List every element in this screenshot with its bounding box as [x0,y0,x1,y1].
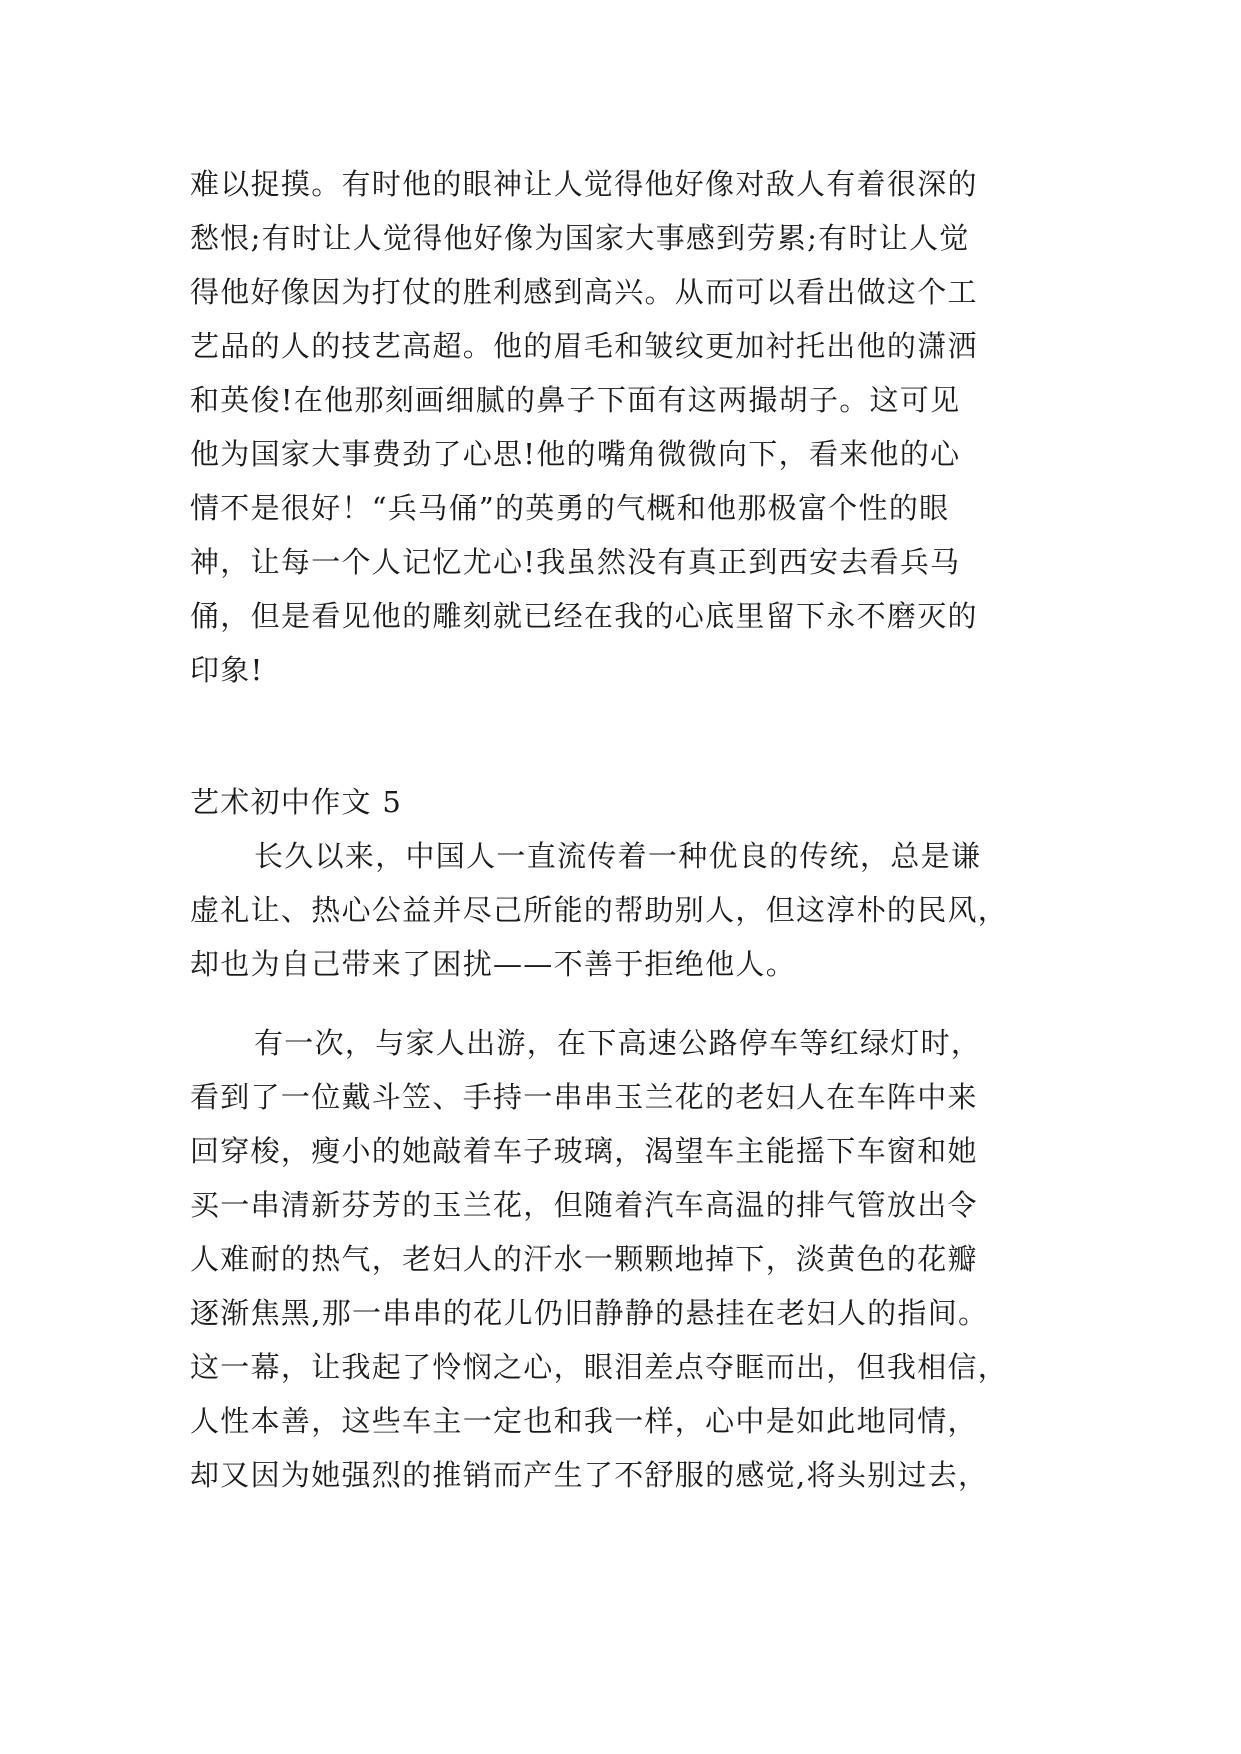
paragraph-line: 这一幕，让我起了怜悯之心，眼泪差点夺眶而出，但我相信， [190,1350,1009,1384]
paragraph-line: 艺品的人的技艺高超。他的眉毛和皱纹更加衬托出他的潇洒 [190,329,978,363]
paragraph-line: 俑，但是看见他的雕刻就已经在我的心底里留下永不磨灭的 [190,599,978,633]
paragraph-line: 买一串清新芬芳的玉兰花，但随着汽车高温的排气管放出令 [190,1188,978,1222]
paragraph-line: 愁恨;有时让人觉得他好像为国家大事感到劳累;有时让人觉 [190,221,970,255]
paragraph-line: 有一次，与家人出游，在下高速公路停车等红绿灯时， [254,1026,982,1060]
paragraph-line: 得他好像因为打仗的胜利感到高兴。从而可以看出做这个工 [190,275,978,309]
paragraph-line: 却也为自己带来了困扰——不善于拒绝他人。 [190,947,797,981]
paragraph-line: 却又因为她强烈的推销而产生了不舒服的感觉,将头别过去， [190,1458,989,1492]
paragraph-line: 他为国家大事费劲了心思!他的嘴角微微向下，看来他的心 [190,437,961,471]
paragraph-line: 看到了一位戴斗笠、手持一串串玉兰花的老妇人在车阵中来 [190,1080,978,1114]
paragraph-line: 虚礼让、热心公益并尽己所能的帮助别人，但这淳朴的民风， [190,893,1009,927]
paragraph-line: 和英俊!在他那刻画细腻的鼻子下面有这两撮胡子。这可见 [190,383,961,417]
paragraph-line: 长久以来，中国人一直流传着一种优良的传统，总是谦 [254,839,982,873]
paragraph-3 [190,1016,1050,1502]
paragraph-line: 逐渐焦黑,那一串串的花儿仍旧静静的悬挂在老妇人的指间。 [190,1296,989,1330]
paragraph-1 [190,157,1050,697]
paragraph-line: 回穿梭，瘦小的她敲着车子玻璃，渴望车主能摇下车窗和她 [190,1134,978,1168]
paragraph-line: 人难耐的热气，老妇人的汗水一颗颗地掉下，淡黄色的花瓣 [190,1242,978,1276]
paragraph-line: 人性本善，这些车主一定也和我一样，心中是如此地同情， [190,1404,978,1438]
paragraph-2 [190,829,1050,991]
paragraph-line: 情不是很好！“兵马俑”的英勇的气概和他那极富个性的眼 [190,491,950,525]
section-heading: 艺术初中作文 5 [190,785,403,819]
paragraph-line: 印象! [190,653,264,687]
paragraph-line: 神，让每一个人记忆尤心!我虽然没有真正到西安去看兵马 [190,545,961,579]
paragraph-line: 难以捉摸。有时他的眼神让人觉得他好像对敌人有着很深的 [190,167,978,201]
